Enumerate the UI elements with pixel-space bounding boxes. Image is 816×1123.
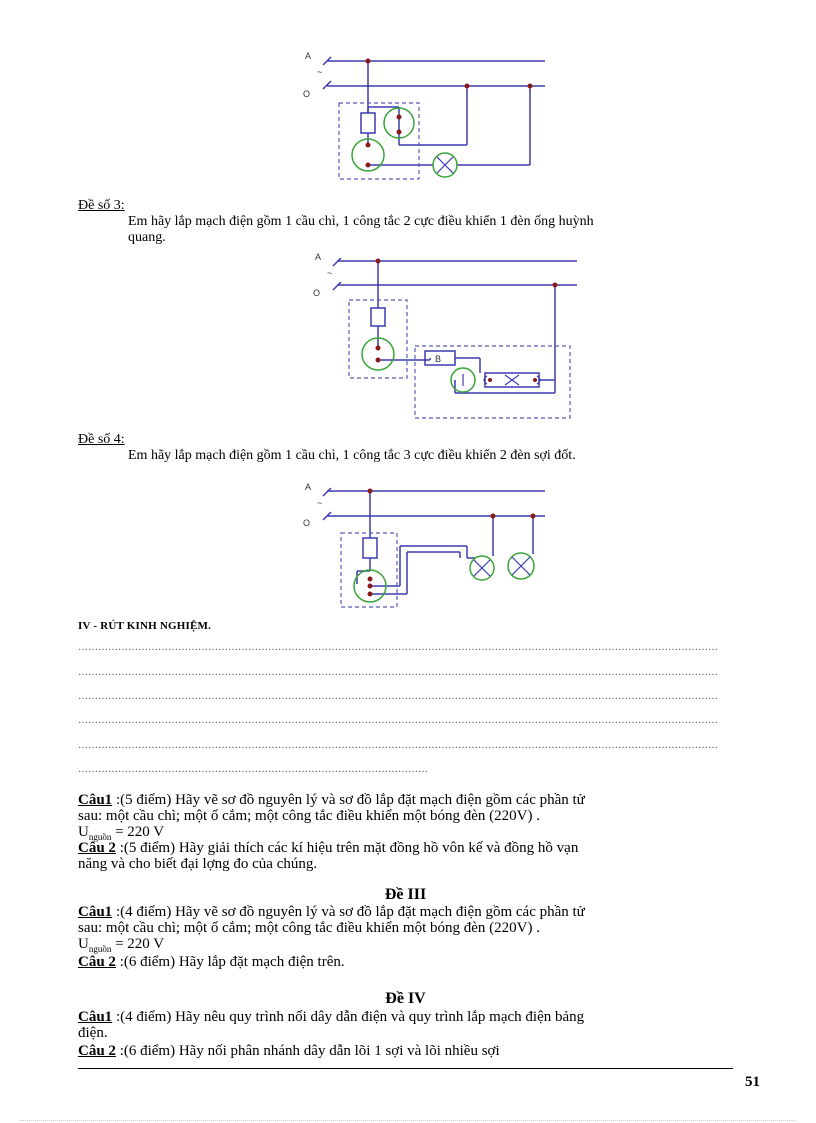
de-iv-q2: Câu 2 :(6 điểm) Hãy nối phân nhánh dây dẫn lõi 1 sợi và lõi nhiều sợi bbox=[78, 1043, 500, 1059]
dotted-line-3: ………………………………………………………………………………………………………………………………………………………………………… bbox=[78, 692, 718, 702]
circuit-diagram-1 bbox=[295, 45, 555, 185]
label-neutral-o-2: O bbox=[313, 288, 321, 298]
q2-line1: Câu 2 :(5 điểm) Hãy giải thích các kí hiệu trên mặt đồng hồ vôn kế và đồng hồ vạn bbox=[78, 840, 579, 856]
q1-voltage: $U_{nguồn} = 220$ V bbox=[78, 824, 165, 842]
q2-label: Câu 2 bbox=[78, 840, 116, 856]
de-iv-q1-line2: điện. bbox=[78, 1025, 108, 1041]
label-phase-a-2: A bbox=[315, 252, 322, 262]
de-iii-q1-line2: sau: một cầu chì; một ổ cắm; một công tắc điều khiển một bóng đèn (220V) . bbox=[78, 920, 540, 936]
circuit-diagram-3 bbox=[295, 476, 555, 616]
q1-label: Câu1 bbox=[78, 792, 113, 808]
de-iii-heading: Đề III bbox=[384, 886, 427, 903]
de4-text: Em hãy lắp mạch điện gồm 1 cầu chì, 1 công tắc 3 cực điều khiển 2 đèn sợi đốt. bbox=[128, 448, 576, 463]
q1-line2: sau: một cầu chì; một ổ cắm; một công tắc điều khiển một bóng đèn (220V) . bbox=[78, 808, 540, 824]
label-ballast: B bbox=[435, 354, 442, 364]
dotted-line-1: ………………………………………………………………………………………………………………………………………………………………………… bbox=[78, 643, 718, 653]
label-tilde: ~ bbox=[317, 67, 323, 77]
label-tilde-2: ~ bbox=[327, 268, 333, 278]
de4-title: Đề số 4: bbox=[78, 432, 125, 447]
de3-text-line2: quang. bbox=[128, 230, 166, 245]
de-iv-q1-line1: Câu1 :(4 điểm) Hãy nêu quy trình nối dây dẫn điện và quy trình lắp mạch điện bảng bbox=[78, 1009, 585, 1025]
de-iii-q1-line1: Câu1 :(4 điểm) Hãy vẽ sơ đồ nguyên lý và sơ đồ lắp đặt mạch điện gồm các phần tử bbox=[78, 904, 585, 920]
label-phase-a-3: A bbox=[305, 482, 312, 492]
label-tilde-3: ~ bbox=[317, 498, 323, 508]
section-iv-heading: IV - RÚT KINH NGHIỆM. bbox=[78, 620, 212, 632]
footer-rule bbox=[78, 1068, 733, 1069]
de3-title: Đề số 3: bbox=[78, 198, 125, 213]
de-iv-heading: Đề IV bbox=[385, 990, 426, 1007]
de-iii-q2: Câu 2 :(6 điểm) Hãy lắp đặt mạch điện trên. bbox=[78, 954, 345, 970]
label-phase-a: A bbox=[305, 51, 312, 61]
dotted-line-6: …………………………………………………………………………………………… bbox=[78, 765, 428, 775]
q1-line1: Câu1 :(5 điểm) Hãy vẽ sơ đồ nguyên lý và sơ đồ lắp đặt mạch điện gồm các phần tử bbox=[78, 792, 585, 808]
de3-text-line1: Em hãy lắp mạch điện gồm 1 cầu chì, 1 công tắc 2 cực điều khiển 1 đèn ống huỳnh bbox=[128, 214, 594, 229]
label-neutral-o: O bbox=[303, 89, 311, 99]
dotted-line-5: ………………………………………………………………………………………………………………………………………………………………………… bbox=[78, 741, 718, 751]
circuit-diagram-2 bbox=[305, 248, 580, 423]
dotted-line-2: ………………………………………………………………………………………………………………………………………………………………………… bbox=[78, 668, 718, 678]
dotted-line-4: ………………………………………………………………………………………………………………………………………………………………………… bbox=[78, 716, 718, 726]
page-number: 51 bbox=[745, 1074, 760, 1090]
page-bottom-border bbox=[20, 1120, 796, 1121]
de-iii-voltage: $U_{nguồn} = 220$ V bbox=[78, 936, 165, 954]
label-neutral-o-3: O bbox=[303, 518, 311, 528]
q2-line2: năng và cho biết đại lợng đo của chúng. bbox=[78, 856, 318, 872]
